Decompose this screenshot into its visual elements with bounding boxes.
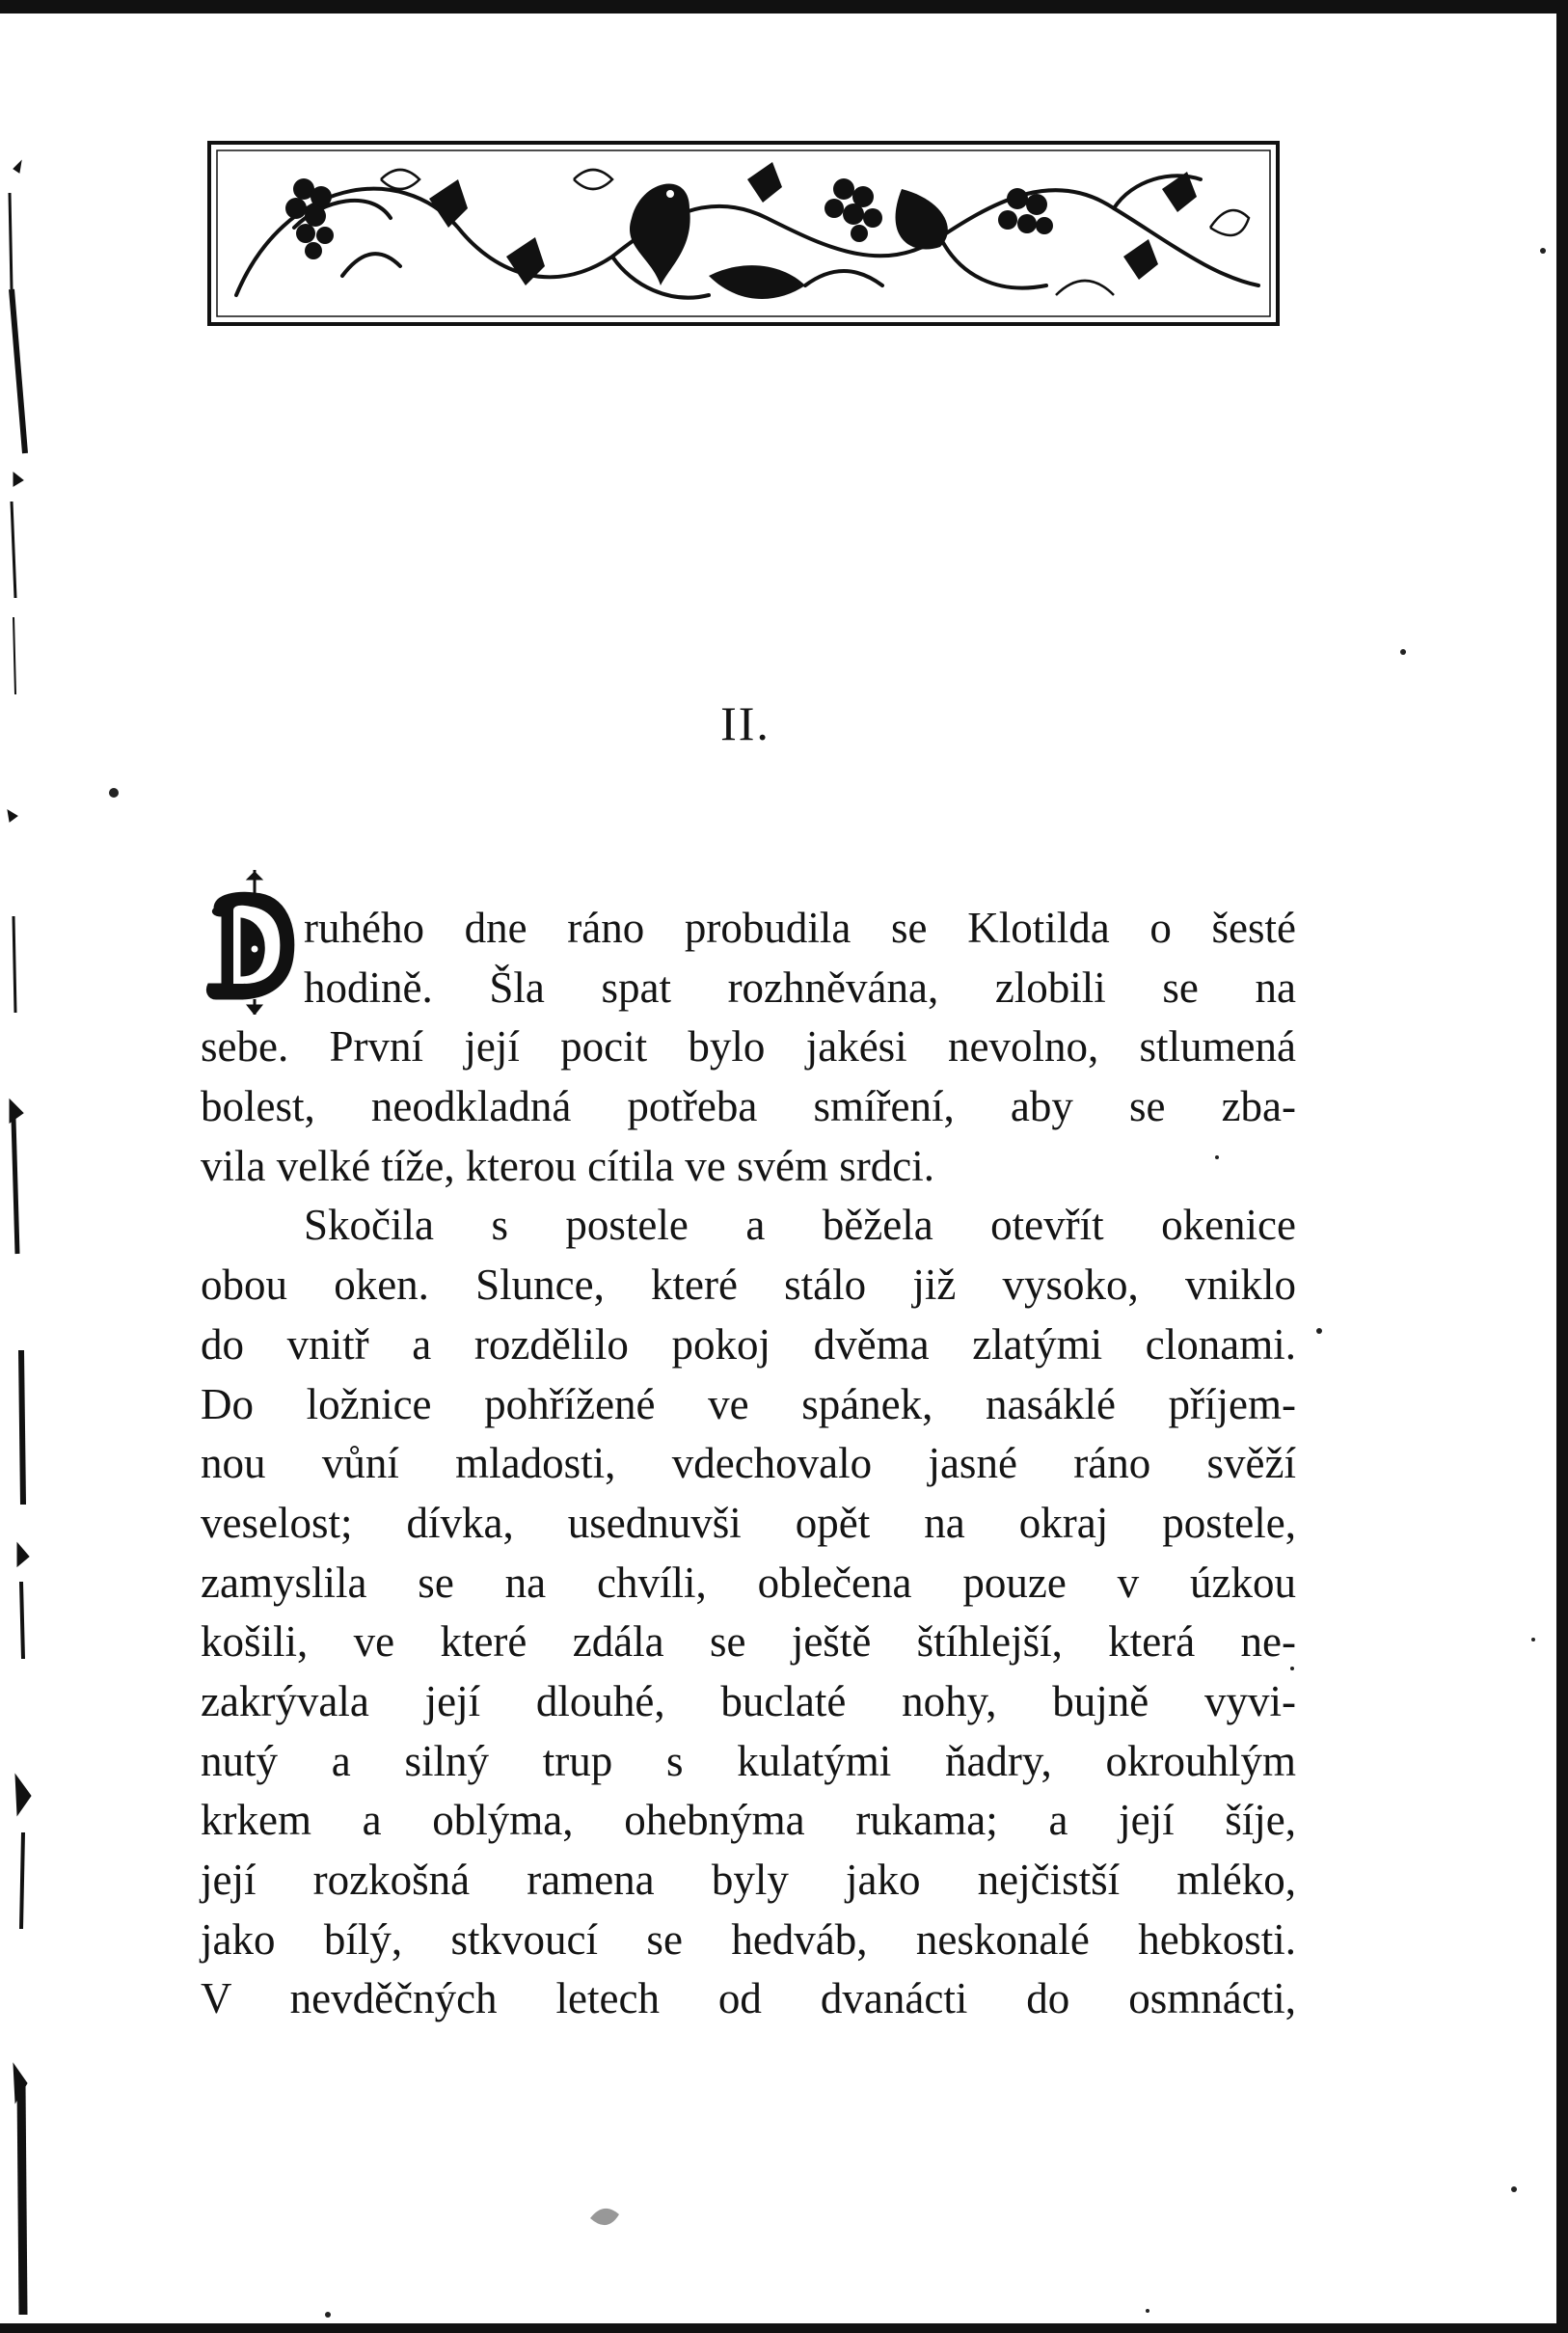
text-line: hodině. Šla spat rozhněvána, zlobili se na xyxy=(304,963,1296,1012)
text-line: nou vůní mladosti, vdechovalo jasné ráno svěží xyxy=(201,1439,1296,1488)
paragraph-1 xyxy=(201,899,1296,1196)
paragraph-2 xyxy=(201,1196,1296,2029)
body-text xyxy=(201,899,1296,2029)
text-line: do vnitř a rozdělilo pokoj dvěma zlatými clonami. xyxy=(201,1319,1296,1369)
text-line: nutý a silný trup s kulatými ňadry, okrouhlým xyxy=(201,1736,1296,1785)
header-ornament-vine-birds xyxy=(207,141,1280,326)
text-line: zakrývala její dlouhé, buclaté nohy, bujně vyvi- xyxy=(201,1676,1296,1725)
text-line: jako bílý, stkvoucí se hedváb, neskonalé hebkosti. xyxy=(201,1914,1296,1964)
text-line: její rozkošná ramena byly jako nejčistší mléko, xyxy=(201,1856,1296,1904)
text-line: veselost; dívka, usednuvši opět na okraj postele, xyxy=(201,1498,1296,1547)
text-line: vila velké tíže, kterou cítila ve svém srdci. xyxy=(201,1141,934,1190)
text-line: bolest, neodkladná potřeba smíření, aby se zba- xyxy=(201,1082,1296,1131)
text-line: krkem a oblýma, ohebnýma rukama; a její šíje, xyxy=(201,1796,1296,1845)
text-line: obou oken. Slunce, které stálo již vysoko, vniklo xyxy=(201,1261,1296,1310)
text-line: zamyslila se na chvíli, oblečena pouze v úzkou xyxy=(201,1558,1296,1607)
text-line: ruhého dne ráno probudila se Klotilda o šesté xyxy=(304,904,1296,952)
text-line: košili, ve které zdála se ještě štíhlejší, která ne- xyxy=(201,1617,1296,1667)
chapter-number: II. xyxy=(720,696,770,750)
drop-cap-letter: D xyxy=(201,870,202,871)
text-line: Skočila s postele a běžela otevřít okenice xyxy=(304,1201,1296,1250)
text-line: V nevděčných letech od dvanácti do osmnácti, xyxy=(201,1974,1296,2023)
text-line: Do ložnice pohřížené ve spánek, nasáklé příjem- xyxy=(201,1379,1296,1428)
text-line: sebe. První její pocit bylo jakési nevolno, stlumená xyxy=(201,1022,1296,1072)
